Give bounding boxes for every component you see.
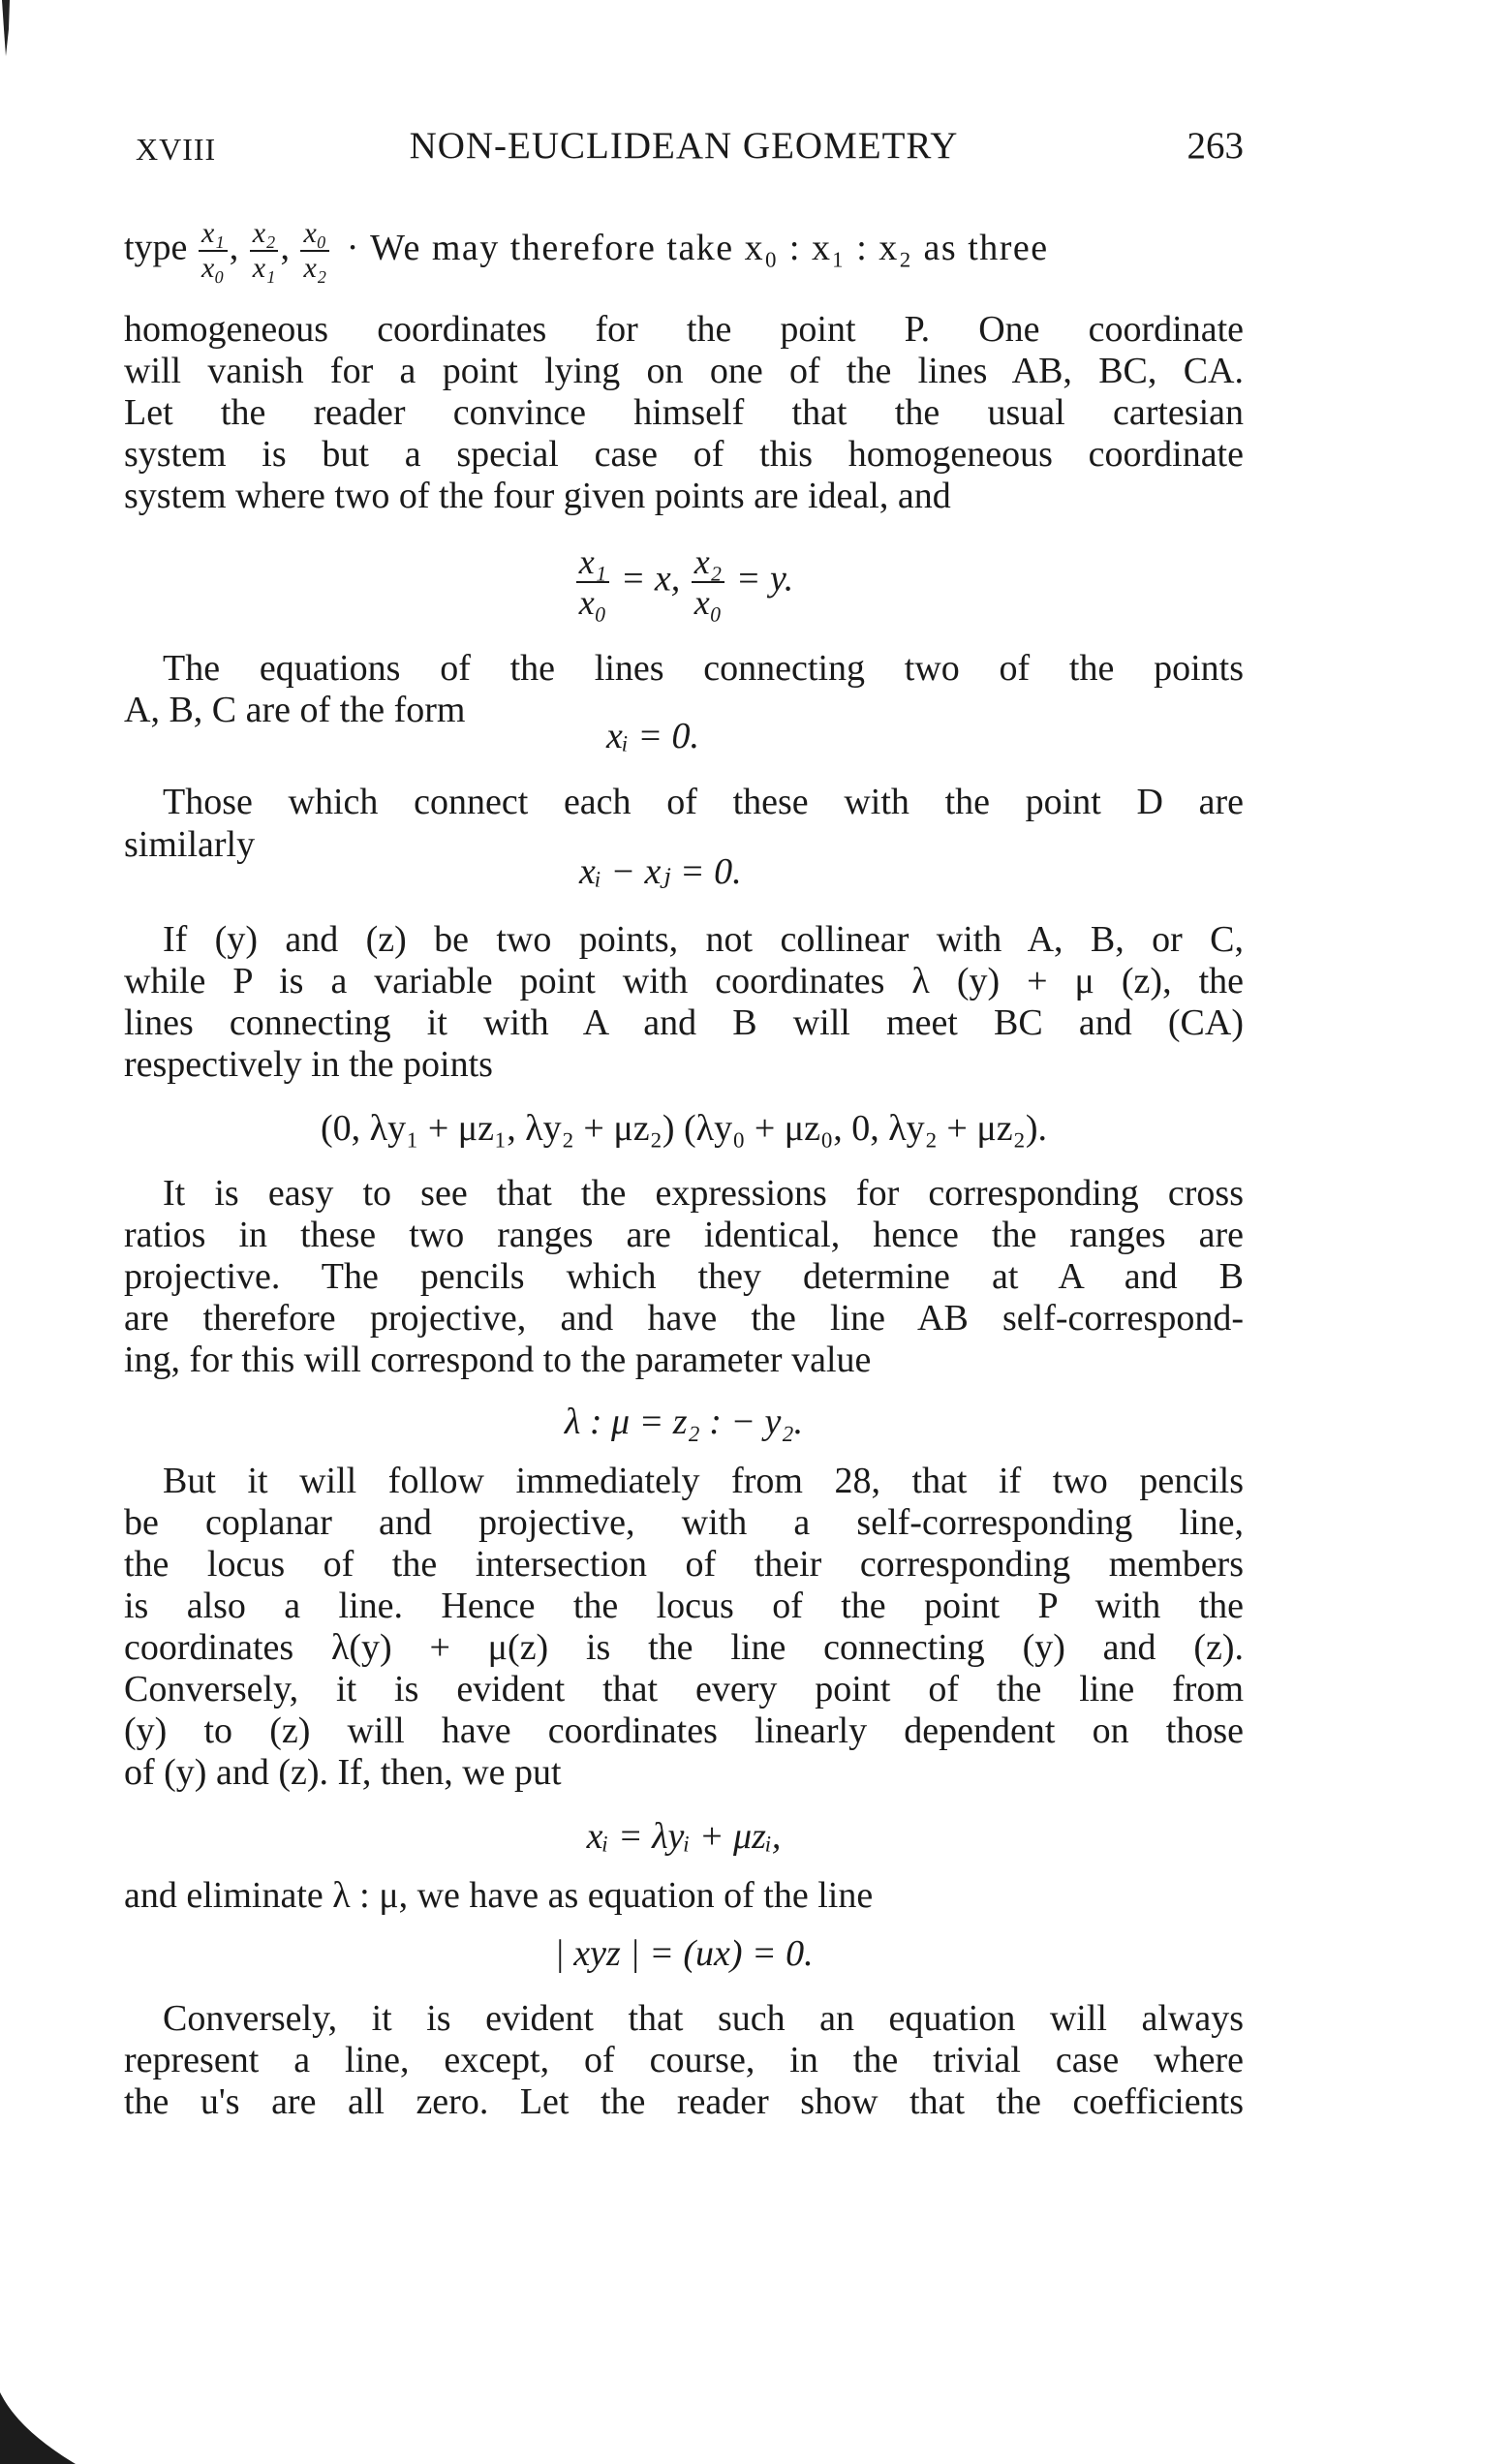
body-line: the u's are all zero. Let the reader show that the coefficients bbox=[124, 2081, 1244, 2122]
equation: xᵢ − xⱼ = 0. bbox=[579, 851, 742, 892]
body-line: projective. The pencils which they determine at A and B bbox=[124, 1256, 1244, 1297]
body-line: will vanish for a point lying on one of the lines AB, BC, CA. bbox=[124, 351, 1244, 391]
body-line: homogeneous coordinates for the point P. One coordinate bbox=[124, 309, 1244, 350]
body-line: be coplanar and projective, with a self-corresponding line, bbox=[124, 1502, 1244, 1543]
equation: $\frac{\text{x₁}}{\text{x₀}}$ = x, $\frac{\text{x₂}}{\text{x₀}}$ = y. bbox=[124, 542, 1244, 622]
body-line: A, B, C are of the form bbox=[124, 690, 466, 730]
equation: (0, λy₁ + μz₁, λy₂ + μz₂) (λy₀ + μz₀, 0, λy₂ + μz₂). bbox=[321, 1108, 1047, 1149]
body-line: respectively in the points bbox=[124, 1044, 493, 1085]
body-line: is also a line. Hence the locus of the point P with the bbox=[124, 1586, 1244, 1626]
body-line: and eliminate λ : μ, we have as equation of the line bbox=[124, 1875, 874, 1916]
body-line: are therefore projective, and have the line AB self-correspond- bbox=[124, 1298, 1244, 1339]
body-line: similarly bbox=[124, 824, 256, 865]
equation: | xyz | = (ux) = 0. bbox=[554, 1933, 814, 1974]
fraction: $\frac{\text{x₂}}{\text{x₁}}$ bbox=[250, 217, 279, 285]
body-line: Conversely, it is evident that such an equation will always bbox=[163, 1998, 1244, 2039]
body-line: lines connecting it with A and B will meet BC and (CA) bbox=[124, 1002, 1244, 1043]
body-line: The equations of the lines connecting two of the points bbox=[163, 648, 1244, 689]
section-number: XVIII bbox=[136, 132, 217, 167]
binding-mark-top bbox=[0, 0, 14, 58]
equation: xᵢ = 0. bbox=[606, 716, 700, 756]
body-line: of (y) and (z). If, then, we put bbox=[124, 1752, 562, 1793]
body-line: It is easy to see that the expressions for corresponding cross bbox=[163, 1173, 1244, 1214]
equation: λ : μ = z₂ : − y₂. bbox=[564, 1401, 804, 1442]
body-line: coordinates λ(y) + μ(z) is the line connecting (y) and (z). bbox=[124, 1627, 1244, 1668]
line-text: · We may therefore take x₀ : x₁ : x₂ as three bbox=[346, 227, 1049, 268]
body-line: system where two of the four given points are ideal, and bbox=[124, 476, 951, 516]
binding-mark-bottom bbox=[0, 2392, 77, 2464]
body-line: the locus of the intersection of their corresponding members bbox=[124, 1544, 1244, 1585]
body-line: Let the reader convince himself that the usual cartesian bbox=[124, 392, 1244, 433]
equation: xᵢ = λyᵢ + μzᵢ, bbox=[586, 1816, 782, 1857]
body-line: If (y) and (z) be two points, not collinear with A, B, or C, bbox=[163, 919, 1244, 960]
body-line: represent a line, except, of course, in the trivial case where bbox=[124, 2040, 1244, 2080]
body-line: system is but a special case of this homogeneous coordinate bbox=[124, 434, 1244, 475]
body-line: type $\frac{\text{x₁}}{\text{x₀}}$ , $\frac{\text{x₂}}{\text{x₁}}$ , $\frac{\text{x₀}}{\text{x₂}}$ · We may therefore take x₀ : x₁ : x₂ as three bbox=[124, 217, 1049, 284]
running-header bbox=[124, 124, 1244, 172]
body-line: Those which connect each of these with the point D are bbox=[163, 782, 1244, 822]
page-number: 263 bbox=[1186, 125, 1244, 167]
type-word: type bbox=[124, 227, 188, 268]
body-line: while P is a variable point with coordinates λ (y) + μ (z), the bbox=[124, 961, 1244, 1001]
fraction: $\frac{\text{x₁}}{\text{x₀}}$ bbox=[199, 217, 228, 285]
fraction: $\frac{\text{x₀}}{\text{x₂}}$ bbox=[300, 217, 329, 285]
body-line: ing, for this will correspond to the parameter value bbox=[124, 1340, 872, 1380]
body-line: (y) to (z) will have coordinates linearly dependent on those bbox=[124, 1710, 1244, 1751]
body-line: ratios in these two ranges are identical, hence the ranges are bbox=[124, 1215, 1244, 1255]
body-line: But it will follow immediately from 28, that if two pencils bbox=[163, 1461, 1244, 1501]
body-line: Conversely, it is evident that every point of the line from bbox=[124, 1669, 1244, 1709]
running-title: NON-EUCLIDEAN GEOMETRY bbox=[409, 125, 959, 167]
